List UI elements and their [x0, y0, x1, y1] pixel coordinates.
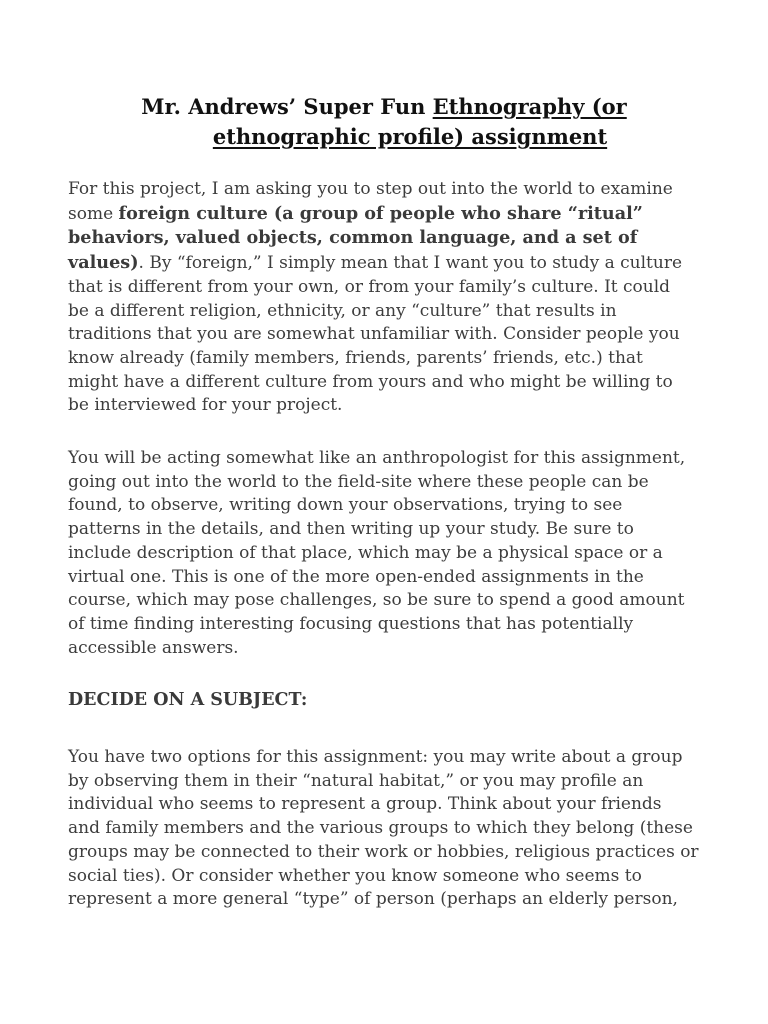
bold-text: behaviors, valued objects, common language, and a set of: [68, 227, 638, 249]
title-underlined-line2: ethnographic profile) assignment: [212, 124, 608, 149]
paragraph-line: traditions that you are somewhat unfamiliar with. Consider people you: [68, 324, 680, 345]
paragraph-line: be interviewed for your project.: [68, 395, 343, 416]
section-heading: DECIDE ON A SUBJECT:: [68, 690, 308, 710]
paragraph-line: For this project, I am asking you to step out into the world to examine: [68, 179, 673, 199]
paragraph-line: course, which may pose challenges, so be sure to spend a good amount: [68, 590, 685, 611]
paragraph-line: patterns in the details, and then writing up your study. Be sure to: [68, 519, 634, 540]
paragraph-line: [68, 251, 718, 276]
anthropologist-paragraph: [68, 447, 718, 660]
subject-paragraph: [68, 746, 718, 912]
document-title: [0, 92, 768, 152]
paragraph-line: might have a different culture from yours and who might be willing to: [68, 371, 673, 392]
paragraph-line: [68, 226, 718, 251]
paragraph-line: virtual one. This is one of the more open-ended assignments in the: [68, 566, 644, 587]
paragraph-line: represent a more general “type” of person (perhaps an elderly person,: [68, 889, 678, 910]
paragraph-line: You will be acting somewhat like an anthropologist for this assignment,: [68, 448, 686, 468]
title-underlined-line1: Ethnography (or: [432, 94, 627, 119]
title-prefix: Mr. Andrews’ Super Fun: [141, 94, 433, 119]
paragraph-line: social ties). Or consider whether you know someone who seems to: [68, 865, 642, 886]
paragraph-text: some: [68, 203, 119, 224]
paragraph-line: that is different from your own, or from your family’s culture. It could: [68, 276, 671, 297]
paragraph-line: of time finding interesting focusing questions that has potentially: [68, 613, 634, 634]
paragraph-line: You have two options for this assignment: you may write about a group: [68, 747, 683, 767]
paragraph-line: include description of that place, which may be a physical space or a: [68, 542, 663, 563]
paragraph-line: found, to observe, writing down your observations, trying to see: [68, 495, 623, 516]
paragraph-line: be a different religion, ethnicity, or any “culture” that results in: [68, 300, 617, 321]
paragraph-line: by observing them in their “natural habitat,” or you may profile an: [68, 770, 644, 791]
paragraph-line: accessible answers.: [68, 637, 239, 658]
bold-text: values): [68, 252, 139, 274]
paragraph-text: . By “foreign,” I simply mean that I want you to study a culture: [138, 253, 683, 274]
paragraph-line: going out into the world to the field-site where these people can be: [68, 471, 649, 492]
paragraph-line: know already (family members, friends, parents’ friends, etc.) that: [68, 347, 643, 368]
bold-text: foreign culture (a group of people who share “ritual”: [118, 202, 643, 224]
paragraph-line: individual who seems to represent a group. Think about your friends: [68, 794, 662, 815]
paragraph-line: groups may be connected to their work or hobbies, religious practices or: [68, 841, 699, 862]
intro-paragraph: [68, 178, 718, 418]
paragraph-line: [68, 202, 718, 227]
paragraph-line: and family members and the various groups to which they belong (these: [68, 818, 693, 839]
